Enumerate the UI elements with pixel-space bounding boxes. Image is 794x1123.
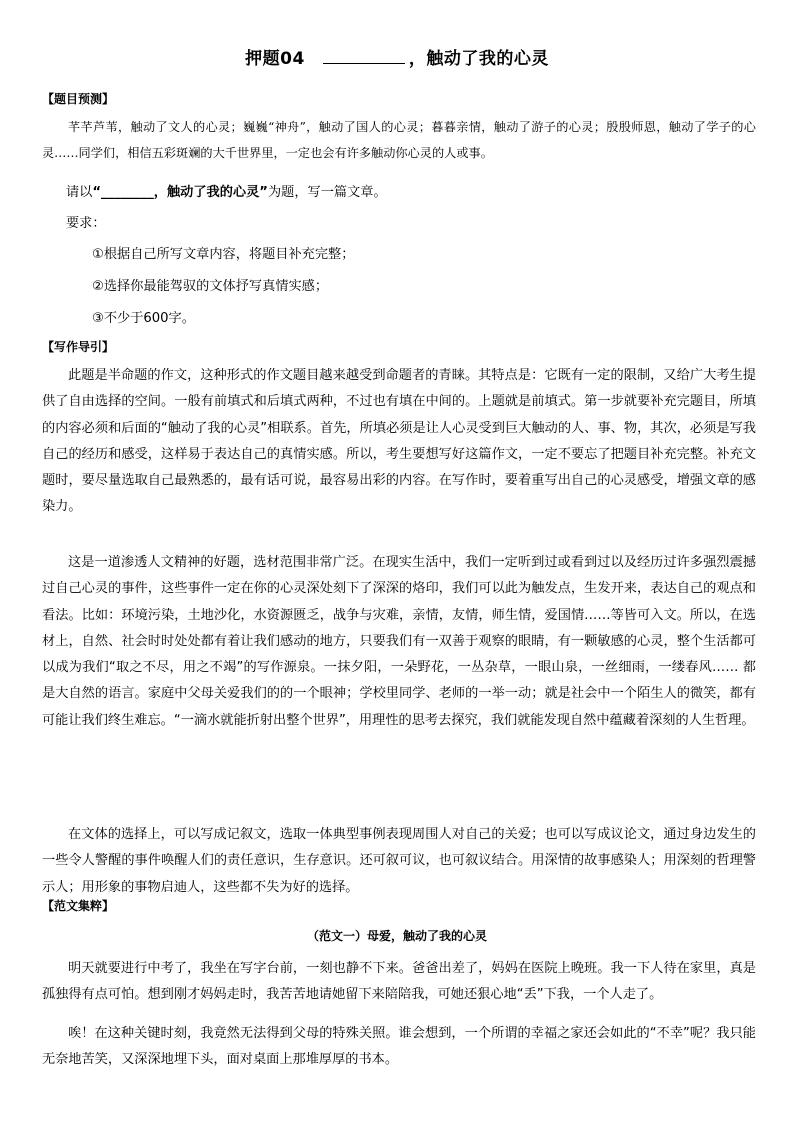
instruction-suffix: 为题，写一篇文章。 bbox=[267, 185, 387, 200]
example-paragraph-2: 唉！在这种关键时刻，我竟然无法得到父母的特殊关照。谁会想到，一个所谓的幸福之家还会如此的“不幸”呢？我只能无奈地苦笑，又深深地埋下头，面对桌面上那堆厚厚的书本。 bbox=[42, 1026, 756, 1068]
requirement-3: ③不少于600字。 bbox=[92, 311, 195, 326]
guide-paragraph-1: 此题是半命题的作文，这种形式的作文题目越来越受到命题者的青睐。其特点是：它既有一定的限制，又给广大考生提供了自由选择的空间。一般有前填式和后填式两种，不过也有填在中间的。上题就是前填式。第一步就要补充完题目，所填的内容必须和后面的“触动了我的心灵”相联系。首先，所填必须是让人心灵受到巨大触动的人、事、物，其次，必须是写我自己的经历和感受，这样易于表达自己的真情实感。所以，考生要想写好这篇作文，一定不要忘了把题目补充完整。补充文题时，要尽量选取自己最熟悉的，最有话可说，最容易出彩的内容。在写作时，要着重写出自己的心灵感受，增强文章的感染力。 bbox=[42, 368, 756, 515]
section-prediction-heading: 【题目预测】 bbox=[42, 92, 115, 106]
section-examples-heading: 【范文集粹】 bbox=[42, 899, 115, 913]
title-prefix: 押题04 bbox=[245, 49, 305, 69]
requirement-2: ②选择你最能驾驭的文体抒写真情实感； bbox=[92, 279, 329, 294]
title-blank bbox=[323, 49, 405, 64]
prediction-instruction bbox=[66, 181, 387, 200]
title-suffix: ，触动了我的心灵 bbox=[408, 49, 549, 69]
section-guide-heading: 【写作导引】 bbox=[42, 340, 115, 354]
requirement-1: ①根据自己所写文章内容，将题目补充完整； bbox=[92, 247, 355, 262]
guide-paragraph-2: 这是一道渗透人文精神的好题，选材范围非常广泛。在现实生活中，我们一定听到过或看到过以及经历过许多强烈震撼过自己心灵的事件，这些事件一定在你的心灵深处刻下了深深的烙印，我们可以此为触发点，生发开来，表达自己的观点和看法。比如：环境污染，土地沙化，水资源匮乏，战争与灾难，亲情，友情，师生情，爱国情……等皆可入文。所以，在选材上，自然、社会时时处处都有着让我们感动的地方，只要我们有一双善于观察的眼睛，有一颗敏感的心灵，整个生活都可以成为我们“取之不尽，用之不竭”的写作源泉。一抹夕阳，一朵野花，一丛杂草，一眼山泉，一丝细雨，一缕春风…… 都是大自然的语言。家庭中父母关爱我们的的一个眼神；学校里同学、老师的一举一动；就是社会中一个陌生人的微笑，都有可能让我们终生难忘。“一滴水就能折射出整个世界”，用理性的思考去探究，我们就能发现自然中蕴藏着深刻的人生哲理。 bbox=[42, 555, 756, 728]
example-title: （范文一）母爱，触动了我的心灵 bbox=[306, 929, 487, 943]
page-title bbox=[0, 44, 794, 69]
requirements-label: 要求： bbox=[66, 216, 106, 231]
example-paragraph-1: 明天就要进行中考了，我坐在写字台前，一刻也静不下来。爸爸出差了，妈妈在医院上晚班。我一下人待在家里，真是孤独得有点可怕。想到刚才妈妈走时，我苦苦地请她留下来陪陪我，可她还狠心地“丢”下我，一个人走了。 bbox=[42, 961, 756, 1003]
instruction-topic: “________，触动了我的心灵” bbox=[92, 185, 268, 200]
instruction-prefix: 请以 bbox=[66, 185, 93, 200]
prediction-intro: 芊芊芦苇，触动了文人的心灵；巍巍“神舟”，触动了国人的心灵；暮暮亲情，触动了游子的心灵；殷殷师恩，触动了学子的心灵……同学们，相信五彩斑斓的大千世界里，一定也会有许多触动你心灵的人或事。 bbox=[42, 120, 756, 160]
guide-paragraph-3: 在文体的选择上，可以写成记叙文，选取一体典型事例表现周围人对自己的关爱；也可以写成议论文，通过身边发生的一些令人警醒的事件唤醒人们的责任意识，生存意识。还可叙可议，也可叙议结合。用深情的故事感染人；用深刻的哲理警示人；用形象的事物启迪人，这些都不失为好的选择。 bbox=[42, 827, 756, 895]
